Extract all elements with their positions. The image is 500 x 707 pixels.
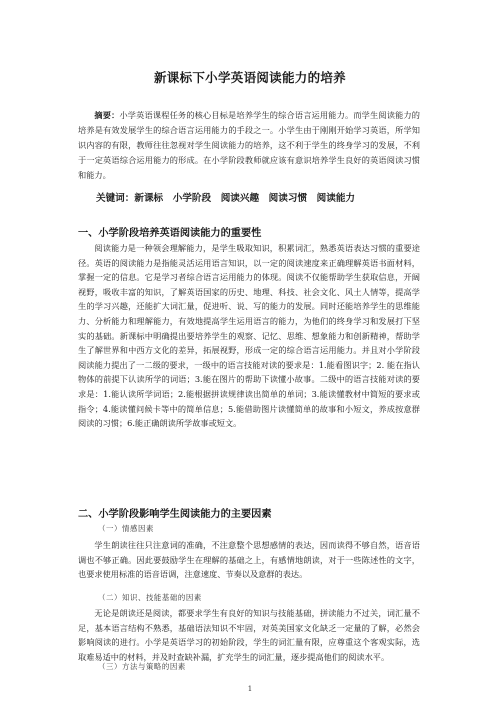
section2-heading: 二、小学阶段影响学生阅读能力的主要因素 [78, 509, 272, 520]
subsection-emotional: （一）情感因素 [98, 524, 154, 533]
abstract [78, 108, 420, 183]
page-number: 1 [247, 685, 253, 693]
section1-paragraph: 阅读能力是一种领会理解能力，是学生吸取知识，积累词汇，熟悉英语表达习惯的重要途径。英语的阅读能力是指能灵活运用语言知识，以一定的阅读速度来正确理解英语书面材料，掌握一定的信息。它是学习者综合语言运用能力的体现。阅读不仅能帮助学生获取信息，开阔视野，吸收丰富的知识，了解英语国家的历史、地理、科技、社会文化、风土人情等，提高学生的学习兴趣，还能扩大词汇量，促进听、说、写的能力的发展。同时还能培养学生的思维能力、分析能力和理解能力，有效地提高学生运用语言的能力，为他们的终身学习和发展打下坚实的基础。新课标中明确提出要培养学生的观察、记忆、思维、想象能力和创新精神，帮助学生了解世界和中西方文化的差异，拓展视野，形成一定的综合语言运用能力。并且对小学阶段阅读能力提出了一二级的要求，一级中的语言技能对读的要求是：1.能看图识字；2. 能在指认物体的前提下认读所学的词语；3.能在图片的帮助下读懂小故事。二级中的语言技能对读的要求是：1.能认读所学词语；2.能根据拼读规律读出简单的单词；3.能读懂教材中简短的要求或指令；4.能读懂问候卡等中的简单信息；5.能借助图片读懂简单的故事和小短文，养成按意群阅读的习惯；6.能正确朗读所学故事或短文。 [78, 243, 420, 429]
abstract-text: 小学英语课程任务的核心目标是培养学生的综合语言运用能力。而学生阅读能力的培养是有效发展学生的综合语言运用能力的手段之一。小学生由于刚刚开始学习英语，所学知识内容的有限，教师往往忽视对学生阅读能力的培养，这不利于学生的终身学习的发展，不利于一定英语综合运用能力的形成。在小学阶段教师就应该有意识培养学生良好的英语阅读习惯和能力。 [78, 110, 420, 180]
subsection-method: （三）方法与策略的因素 [98, 662, 186, 671]
section1-heading: 一、小学阶段培养英语阅读能力的重要性 [78, 228, 262, 239]
abstract-label: 摘要： [94, 110, 120, 120]
subsection-knowledge: （二）知识、技能基础的因素 [98, 593, 202, 602]
keywords: 关键词：新课标 小学阶段 阅读兴趣 阅读习惯 阅读能力 [96, 193, 356, 204]
paper-title: 新课标下小学英语阅读能力的培养 [153, 70, 346, 85]
section2-paragraph-2: 无论是朗读还是阅读，都要求学生有良好的知识与技能基础，拼读能力不过关，词汇量不足，基本语言结构不熟悉，基础语法知识不牢固，对英美国家文化缺乏一定量的了解，必然会影响阅读的进行。小学是英语学习的初始阶段，学生的词汇量有限，应尊重这个客观实际，选取难易适中的材料，并及时查缺补漏，扩充学生的词汇量，逐步提高他们的阅读水平。 [78, 608, 420, 662]
section2-paragraph-1: 学生朗读往往只注意词的准确，不注意整个思想感情的表达，因而读得不够自然，语音语调也不够正确。因此要鼓励学生在理解的基础之上，有感情地朗读，对于一些陈述性的文字，也要求使用标准的语音语调，注意速度、节奏以及意群的表达。 [78, 540, 420, 580]
